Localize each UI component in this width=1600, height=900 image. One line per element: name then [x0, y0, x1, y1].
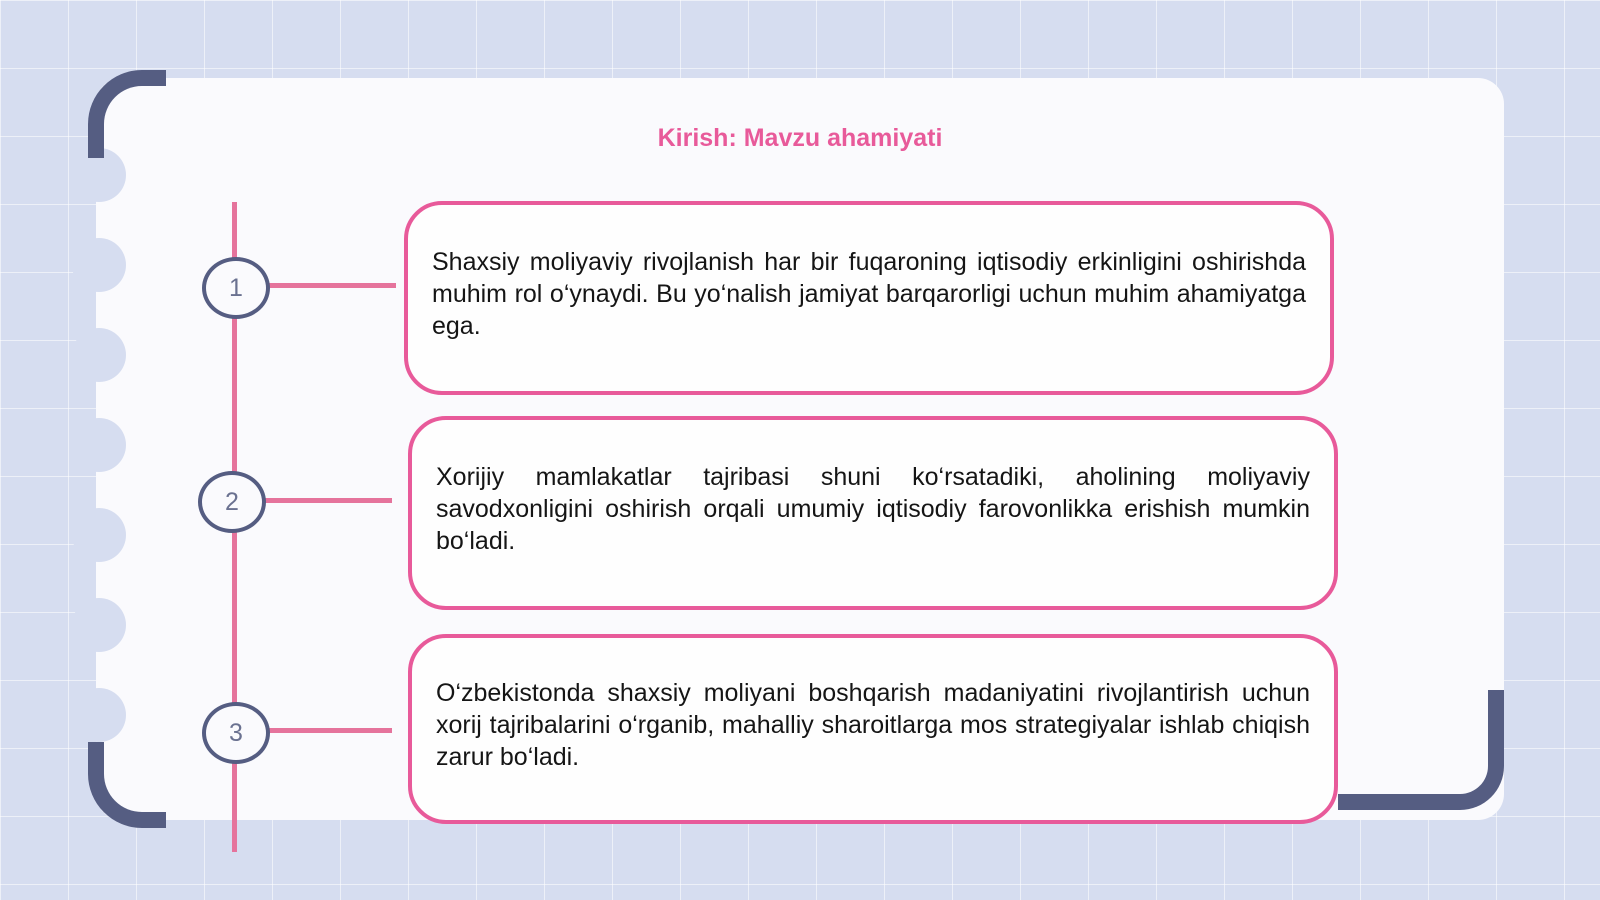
frame-corner-bottom-left: [88, 742, 166, 828]
step-number-marker: 3: [202, 702, 270, 764]
slide-title: Kirish: Mavzu ahamiyati: [657, 124, 943, 152]
step-box: [404, 201, 1334, 395]
frame-corner-bottom-right: [1338, 690, 1504, 810]
step-text: Xorijiy mamlakatlar tajribasi shuni ko‘rsatadiki, aholining moliyaviy savodxonligini oshirish orqali umumiy iqtisodiy farovonlikka erishish mumkin bo‘ladi.: [436, 463, 1310, 555]
step-box: [408, 634, 1338, 824]
page-notch: [72, 418, 126, 472]
step-text: O‘zbekistonda shaxsiy moliyani boshqarish madaniyatini rivojlantirish uchun xorij tajribalarini o‘rganib, mahalliy sharoitlarga mos strategiyalar ishlab chiqish zarur bo‘ladi.: [436, 679, 1310, 771]
timeline-connector: [262, 498, 392, 503]
timeline-connector: [266, 728, 392, 733]
page-notch: [72, 688, 126, 742]
page-notch: [72, 328, 126, 382]
step-box: [408, 416, 1338, 610]
step-text: Shaxsiy moliyaviy rivojlanish har bir fuqaroning iqtisodiy erkinligini oshirishda muhim rol o‘ynaydi. Bu yo‘nalish jamiyat barqarorligi uchun muhim ahamiyatga ega.: [432, 248, 1306, 340]
timeline-connector: [266, 283, 396, 288]
page-notch: [72, 238, 126, 292]
step-number-marker: 1: [202, 257, 270, 319]
step-number-marker: 2: [198, 471, 266, 533]
page-notch: [72, 508, 126, 562]
page-notch: [72, 598, 126, 652]
